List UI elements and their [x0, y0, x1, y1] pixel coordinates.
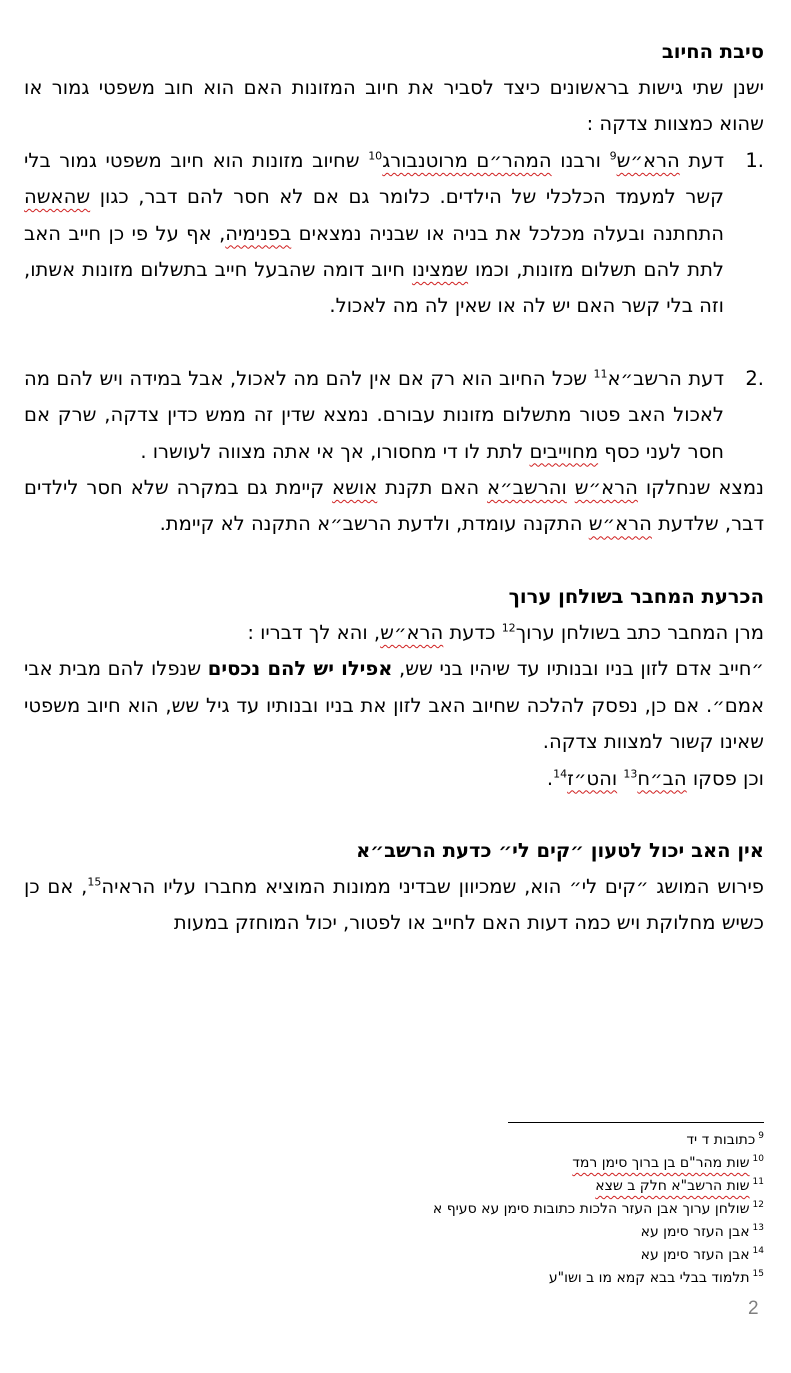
- spellcheck-word: והרשב״א: [487, 476, 567, 500]
- spellcheck-word: שמצינו: [411, 258, 469, 282]
- spellcheck-word: בפנימיה: [225, 221, 292, 245]
- text-run: התחתנה ובעלה מכלכל את בניה או שבניה נמצאים: [291, 221, 724, 245]
- section-heading-reason: סיבת החיוב: [661, 40, 764, 63]
- footnote-text: שות הרשב"א חלק ב שצא: [595, 1178, 750, 1194]
- text-run: [567, 476, 575, 499]
- text-run: נמצא שנחלקו: [637, 476, 764, 500]
- text-run: חיוב דומה שהבעל חייב בתשלום מזונות אשתו, וזה בלי קשר האם יש לה או שאין לה מה לאכול.: [24, 258, 724, 318]
- document-body: [24, 34, 764, 942]
- text-run: , והא לך דבריו :: [247, 620, 381, 644]
- spellcheck-word: הרא״ש: [616, 148, 680, 172]
- list-number-2: .2: [745, 366, 764, 390]
- footnote-number: 10: [752, 1154, 764, 1165]
- footnote-ref-12[interactable]: 12: [501, 621, 516, 635]
- footnote-ref-15[interactable]: 15: [87, 875, 102, 889]
- text-run: , אף על פי כן חייב האב לתת להם תשלום מזונות, וכמו: [24, 221, 725, 282]
- spellcheck-word: מחוייבים: [529, 439, 599, 463]
- footnote-number: 13: [752, 1223, 764, 1234]
- intro-text: ישנן שתי גישות בראשונים כיצד לסביר את חיוב המזונות האם הוא חוב משפטי גמור או שהוא כמצוות צדקה :: [24, 76, 764, 136]
- text-run: פירוש המושג ״קים לי״ הוא, שמכיוון שבדיני ממונות המוציא מחברו עליו הראיה: [101, 874, 764, 898]
- footnote-10: [300, 1152, 764, 1175]
- footnote-text: שות מהר"ם בן ברוך סימן רמד: [572, 1155, 750, 1171]
- footnote-text: כתובות ד יד: [686, 1132, 756, 1148]
- footnote-text: שולחן ערוך אבן העזר הלכות כתובות סימן עא סעיף א: [432, 1201, 750, 1217]
- list-item-1: [24, 143, 764, 325]
- spacer: [24, 543, 764, 579]
- text-run: וכן פסקו: [686, 766, 764, 790]
- intro-paragraph: [24, 70, 764, 143]
- kim-li-paragraph: [24, 869, 764, 942]
- footnote-ref-10[interactable]: 10: [368, 149, 383, 163]
- footnote-13: [300, 1221, 764, 1244]
- footnotes: [300, 1129, 764, 1290]
- text-run: קיימת גם במקרה שלא חסר לילדים דבר, שלדעת: [24, 476, 764, 536]
- spacer: [24, 325, 764, 361]
- text-run: לתת לו די מחסורו, אך אי אתה מצווה לעושרו .: [140, 439, 530, 463]
- spellcheck-word: שהאשה: [24, 185, 91, 209]
- footnote-number: 12: [752, 1200, 764, 1211]
- text-run: כדעת: [443, 620, 502, 644]
- footnote-ref-9[interactable]: 9: [609, 149, 617, 163]
- list-item-2: [24, 361, 764, 470]
- text-run: דעת הרשב״א: [607, 366, 724, 390]
- footnote-15: [300, 1267, 764, 1290]
- footnote-9: [300, 1129, 764, 1152]
- footnote-number: 14: [752, 1246, 764, 1257]
- text-run: דעת: [679, 148, 724, 172]
- ruling-conclusion: [24, 761, 764, 797]
- list-number-1: .1: [745, 148, 764, 172]
- spellcheck-word: והט״ז: [567, 766, 618, 790]
- footnote-ref-14[interactable]: 14: [553, 767, 568, 780]
- spellcheck-word: הרא״ש: [588, 512, 652, 536]
- footnote-number: 11: [752, 1177, 764, 1188]
- ruling-intro: [24, 615, 764, 651]
- bold-phrase: אפילו יש להם נכסים: [207, 657, 393, 681]
- section-heading-kim-li: אין האב יכול לטעון ״קים לי״ כדעת הרשב״א: [356, 838, 764, 862]
- spellcheck-word: אושא: [332, 476, 378, 500]
- footnote-11: [300, 1175, 764, 1198]
- spellcheck-word: הב״ח: [637, 766, 687, 790]
- footnote-text: אבן העזר סימן עא: [640, 1247, 750, 1263]
- footnote-number: 15: [752, 1269, 764, 1280]
- list-text-2: [24, 361, 724, 470]
- ruling-quote: [24, 651, 764, 760]
- text-run: ״חייב אדם לזון בניו ובנותיו עד שיהיו בני שש,: [392, 657, 764, 681]
- footnote-number: 9: [758, 1131, 764, 1142]
- text-run: שחיוב מזונות הוא חיוב משפטי גמור בלי קשר למעמד הכלכלי של הילדים. כלומר גם אם לא חסר להם דבר, כגון: [24, 148, 724, 209]
- text-run: .: [546, 766, 554, 790]
- footnote-text: תלמוד בבלי בבא קמא מו ב ושו"ע: [548, 1270, 750, 1286]
- footnote-separator: [508, 1122, 764, 1123]
- text-run: , אם כן כשיש מחלוקת ויש כמה דעות האם לחייב או לפטור, יכול המוחזק במעות: [24, 874, 764, 935]
- spacer: [24, 797, 764, 833]
- spellcheck-word: הרא״ש: [574, 476, 638, 500]
- text-run: שכל החיוב הוא רק אם אין להם מה לאכול, אבל במידה ויש להם מה לאכול האב פטור מתשלום מזונות עבורם. נמצא שדין זה ממש כדין צדקה, שרק אם חסר לעני כסף: [24, 366, 724, 463]
- text-run: ורבנו: [551, 148, 610, 172]
- text-run: שנפלו להם מבית אבי אמם״. אם כן, נפסק להלכה שחיוב האב לזון את בניו ובנותיו עד גיל שש, הוא חיוב משפטי שאינו קשור למצוות צדקה.: [24, 657, 764, 754]
- footnote-12: [300, 1198, 764, 1221]
- footnote-text: אבן העזר סימן עא: [640, 1224, 750, 1240]
- footnote-14: [300, 1244, 764, 1267]
- summary-paragraph: [24, 470, 764, 543]
- text-run: האם תקנת: [377, 476, 488, 500]
- footnote-ref-13[interactable]: 13: [623, 767, 638, 780]
- text-run: מרן המחבר כתב בשולחן ערוך: [515, 620, 764, 644]
- section-heading-ruling: הכרעת המחבר בשולחן ערוך: [508, 584, 764, 608]
- spellcheck-word: המהר״ם מרוטנבורג: [382, 148, 552, 172]
- footnote-ref-11[interactable]: 11: [593, 367, 608, 381]
- page-number: 2: [748, 1298, 759, 1319]
- list-text-1: [24, 143, 724, 325]
- text-run: התקנה עומדת, ולדעת הרשב״א התקנה לא קיימת.: [159, 512, 589, 536]
- spellcheck-word: הרא״ש: [380, 620, 444, 644]
